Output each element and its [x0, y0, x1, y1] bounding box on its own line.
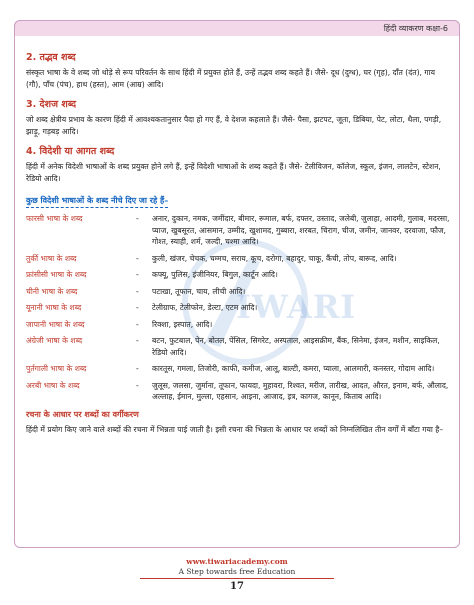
- language-words: जुलूस, जलसा, जुर्माना, तूफान, फायदा, मुहावरा, रिश्वत, मरीज, तारीख, आदत, औरत, इनाम, बर्फ, औलाद, अल्लाह, ईमान, मुल्ला, एहसान, आइना, आजाद, इत्र, कागज, कानून, किताब आदि।: [152, 380, 449, 401]
- header-title: हिंदी व्याकरण कक्षा-6: [383, 24, 448, 33]
- language-name: अंग्रेजी भाषा के शब्द: [26, 336, 83, 345]
- list-item: [26, 269, 450, 281]
- language-name: पुर्तगाली भाषा के शब्द: [26, 364, 87, 373]
- separator: -: [136, 380, 139, 390]
- separator: -: [136, 286, 139, 296]
- list-item: [26, 363, 450, 375]
- videshi-paragraph: हिंदी में अनेक विदेशी भाषाओं के शब्द प्रयुक्त होने लगे हैं, इन्हें विदेशी भाषाओं के शब्द कहते हैं। जैसे- टेलीविजन, कॉलेज, स्कूल, इंजन, लालटेन, स्टेशन, रेडियो आदि।: [26, 162, 441, 183]
- language-words: पटाखा, तूफान, चाय, लीची आदि।: [152, 286, 246, 296]
- main-content: [26, 44, 450, 438]
- language-words: कफ्यू, पुलिस, इंजीनियर, बिगुल, कार्टून आदि।: [152, 270, 278, 279]
- separator: -: [136, 336, 139, 345]
- language-words: कारतूस, गमला, तिजोरी, काफी, कमीज, आलू, बाल्टी, कमरा, प्याला, आलमारी, कनस्तर, गोदाम आदि।: [152, 364, 435, 373]
- deshaj-heading: 3. देशज शब्द: [26, 99, 77, 110]
- tadbhav-heading: 2. तद्भव शब्द: [26, 52, 76, 63]
- footer-tagline: A Step towards free Education: [178, 567, 296, 576]
- foreign-words-list-heading: कुछ विदेशी भाषाओं के शब्द नीचे दिए जा रहे हैं–: [26, 195, 168, 208]
- language-words: कुली, खंजर, चेचक, चम्मच, सराय, कूच, दरोगा, बहादुर, चाकू, कैंची, तोप, बारूद, आदि।: [152, 253, 397, 263]
- separator: -: [136, 303, 139, 312]
- language-name: अरबी भाषा के शब्द: [26, 380, 80, 390]
- list-item: [26, 319, 450, 331]
- separator: -: [136, 319, 139, 329]
- page-number: 17: [230, 581, 244, 592]
- language-list: [26, 213, 450, 403]
- language-name: फारसी भाषा के शब्द: [26, 214, 83, 223]
- tadbhav-paragraph: संस्कृत भाषा के वे शब्द जो थोड़े से रूप परिवर्तन के साथ हिंदी में प्रयुक्त होते हैं, उन्हें तद्भव शब्द कहते हैं। जैसे- दूध (दुग्ध), घर (गृह), दाँत (दंत), गाय (गौ), पाँच (पंच), हाथ (हस्त), आम (आम्र) आदि।: [26, 68, 436, 89]
- separator: -: [136, 364, 139, 373]
- list-item: [26, 335, 450, 358]
- list-item: [26, 253, 450, 265]
- separator: -: [136, 214, 139, 223]
- list-item: [26, 213, 450, 248]
- watermark-text: IWARI: [236, 288, 357, 326]
- rachna-heading: रचना के आधार पर शब्दों का वर्गीकरण: [26, 409, 139, 419]
- language-words: रिक्शा, इस्पात, आदि।: [152, 319, 213, 329]
- list-item: [26, 286, 450, 298]
- language-name: फ्रांसीसी भाषा के शब्द: [26, 270, 87, 279]
- language-name: यूनानी भाषा के शब्द: [26, 303, 82, 312]
- list-item: [26, 380, 450, 403]
- footer-url-link[interactable]: www.tiwariacademy.com: [186, 557, 288, 566]
- separator: -: [136, 253, 139, 263]
- language-words: टेलीग्राफ, टेलीफोन, डेल्टा, एटम आदि।: [152, 303, 258, 312]
- separator: -: [136, 270, 139, 279]
- deshaj-paragraph: जो शब्द क्षेत्रीय प्रभाव के कारण हिंदी में आवश्यकतानुसार पैदा हो गए हैं, वे देशज कहलाते हैं। जैसे- पैसा, झटपट, जूता, डिबिया, पेट, लोटा, थैला, पगड़ी, झाड़ू, गड़बड़ आदि।: [26, 115, 442, 136]
- language-words: अनार, दुकान, नमक, जमींदार, बीमार, रूमाल, बर्फ, दफ्तर, उस्ताद, जलेबी, जुलाहा, आदमी, गुलाब, मदरसा, प्याज, खुबसूरत, आसमान, उम्मीद, खुशामद, गुब्बारा, शरबत, चिराग, चीज, जमीन, जानवर, दरवाजा, फौज, गोश्त, स्याही, शर्म, जल्दी, चश्मा आदि।: [152, 214, 450, 246]
- list-item: [26, 302, 450, 314]
- language-name: तुर्की भाषा के शब्द: [26, 253, 77, 263]
- language-words: बटन, फुटबाल, पेन, बोतल, पेंसिल, सिगरेट, अस्पताल, आइसक्रीम, बैंक, सिनेमा, इंजन, मशीन, साइकिल, रेडियो आदि।: [152, 336, 440, 357]
- language-name: जापानी भाषा के शब्द: [26, 319, 85, 329]
- language-name: चीनी भाषा के शब्द: [26, 286, 78, 296]
- rachna-paragraph: हिंदी में प्रयोग किए जाने वाले शब्दों की रचना में भिन्नता पाई जाती है। इसी रचना की भिन्नता के आधार पर शब्दों को निम्नलिखित तीन वर्गों में बाँटा गया है–: [26, 424, 444, 434]
- footer-divider: [140, 578, 334, 579]
- videshi-heading: 4. विदेशी या आगत शब्द: [26, 146, 115, 157]
